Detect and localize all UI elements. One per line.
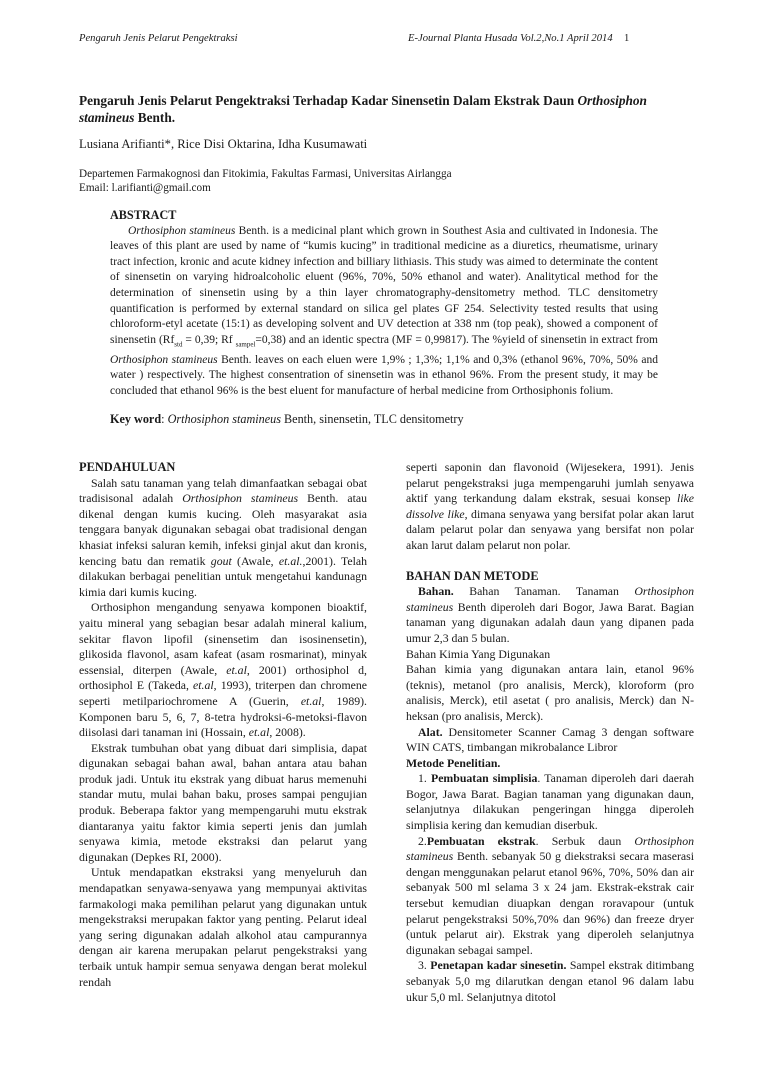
method-step-1 <box>406 771 694 833</box>
abstract-body <box>110 224 658 400</box>
metode-heading <box>406 756 694 772</box>
title-text: Pengaruh Jenis Pelarut Pengektraksi Terhadap Kadar Sinensetin Dalam Ekstrak Daun <box>79 93 578 108</box>
abstract-species: Orthosiphon stamineus <box>128 224 236 237</box>
text: , dimana senyawa yang bersifat polar akan larut dalam pelarut polar dan senyawa yang bersifat non polar akan larut dalam pelarut non polar. <box>406 506 694 552</box>
text: , 1993), triterpen dan chromene seperti metilpariochromene A (Guerin, <box>79 678 368 708</box>
intro-paragraph-2 <box>79 600 367 740</box>
affiliation: Departemen Farmakognosi dan Fitokimia, Fakultas Farmasi, Universitas Airlangga <box>79 168 452 180</box>
left-column <box>79 460 367 990</box>
et-al: et.al <box>300 693 322 708</box>
title-species: Orthosiphon stamineus <box>79 93 647 125</box>
species-name: Orthosiphon stamineus <box>406 833 694 864</box>
bahan-paragraph <box>406 584 694 646</box>
text: Benth diperoleh dari Bogor, Jawa Barat. Bagian tanaman yang digunakan adalah daun yang dipanen pada umur 2,3 dan 5 bulan. <box>406 599 694 645</box>
text: , 1989). Komponen baru 5, 6, 7, 8-tetra hydroksi-6-metoksi-flavon diisolasi dari tanaman ini (Hossain, <box>79 693 368 740</box>
paper-title <box>79 92 701 126</box>
right-column <box>406 460 694 1005</box>
subscript-sampel: sampel <box>235 340 256 349</box>
text: ,2001). Telah dilakukan berbagai penelitian untuk mengetahui kandunagn kimia dari kumis kucing. <box>79 553 368 599</box>
abstract-text-1: Benth. is a medicinal plant which grown in Southest Asia and cultivated in Indonesia. The leaves of this plant are used by name of “kumis kucing” in traditional medicine as a diuretics, rheumatisme, urinary tract infection, kronic and acute kidney infection and billiary lithiasis. This study was aimed to determinate the content of sinensetin on varying hidroalcoholic eluent (96%, 70%, 50% ethanol and water). Analitytical method for the determination of sinensetin using by a thin layer chromatography-densitometry method. TLC densitometry quantification is performed by external standard on silica gel plates GF 254. Selectivity tested results that using chloroform-etyl acetate (15:1) as developing solvent and UV detection at 338 nm (top peak), showed a component of sinensetin (Rf <box>110 224 658 346</box>
keywords: Key word: Orthosiphon stamineus Benth, sinensetin, TLC densitometry <box>110 412 464 427</box>
bold-label: Pembuatan ekstrak <box>426 833 536 848</box>
bold-label: Metode Penelitian. <box>406 755 501 770</box>
intro-paragraph-4: Untuk mendapatkan ekstraksi yang menyeluruh dan mendapatkan senyawa-senyawa yang mempunyai aktivitas farmakologi maka pemilihan pelarut yang digunakan untuk mengekstraksi merupakan faktor yang penting. Pelarut ideal yang sering digunakan adalah alkohol atau campurannya dengan air karena merupakan pelarut pengekstraksi yang terbaik untuk hampir semua senyawa dengan berat molekul rendah <box>79 865 367 989</box>
species-name: Orthosiphon stamineus <box>406 584 694 614</box>
keyword-list: Benth, sinensetin, TLC densitometry <box>280 412 464 427</box>
text: Sampel ekstrak ditimbang sebanyak 5,0 mg dilarutkan dengan etanol 96 dalam labu ukur 5,0 ml. Selanjutnya ditotol <box>406 958 695 1004</box>
et-al: et.al <box>193 678 214 693</box>
intro-paragraph-1 <box>79 476 367 601</box>
keyword-label: Key word <box>110 412 162 427</box>
step-number: 2. <box>418 833 427 848</box>
section-heading-intro: PENDAHULUAN <box>79 460 176 474</box>
alat-paragraph <box>406 725 694 756</box>
kimia-heading: Bahan Kimia Yang Digunakan <box>406 646 551 661</box>
section-heading-methods: BAHAN DAN METODE <box>406 568 539 583</box>
text: Benth. atau dikenal dengan kumis kucing. Oleh masyarakat asia tenggara banyak digunakan sebagai obat tradisional dengan khasiat infeksi saluran kemih, infeksi ginjal akut dan kronis, kencing batu dan rematik <box>79 491 367 568</box>
step-number: 3. <box>418 958 431 973</box>
text: , 2001) orthosiphol d, orthosiphol E (Takeda, <box>79 662 367 693</box>
method-step-3 <box>406 958 694 1005</box>
italic-term: like dissolve like <box>406 491 694 521</box>
step-number: 1. <box>418 771 431 786</box>
subscript-std: std <box>174 340 183 349</box>
text: (Awale, <box>231 553 279 568</box>
running-header <box>79 33 768 47</box>
text: Orthosiphon mengandung senyawa komponen bioaktif, yaitu mineral yang sebagian besar adalah mineral kalium, sekitar flavon lipofil (sinensetim dan isosinensetin), glikosida flavonol, asam kafeat (asam rosmarinat), minyak essensial, diterpen (Awale, <box>79 600 367 677</box>
method-step-2 <box>406 834 694 959</box>
email: Email: l.arifianti@gmail.com <box>79 182 211 194</box>
text: Densitometer Scanner Camag 3 dengan software WIN CATS, timbangan mikrobalance Libror <box>406 724 694 755</box>
et-al: et.al <box>248 725 270 740</box>
authors: Lusiana Arifianti*, Rice Disi Oktarina, Idha Kusumawati <box>79 137 368 151</box>
italic-term: gout <box>210 553 232 568</box>
keyword-species: Orthosiphon stamineus <box>167 412 281 427</box>
abstract-text-2: = 0,39; Rf <box>182 333 236 346</box>
text: Benth. sebanyak 50 g diekstraksi secara maserasi dengan menggunakan pelarut etanol 96%, 70%, 50% dan air sebanyak 500 ml selama 3 x 24 jam. Ekstrak-ekstrak cair tersebut kemudian diuapkan dengan roravapour (untuk pelarut pengekstraksi 50%,70% dan 96%) dan freeze dryer (untuk pelarut air). Ekstrak yang diperoleh selanjutnya digunakan sebagai sampel. <box>406 849 694 957</box>
title-tail: Benth. <box>134 110 176 125</box>
text: Bahan Tanaman. Tanaman <box>453 584 635 599</box>
abstract-text-3: =0,38) and an identic spectra (MF = 0,99817). The %yield of sinensetin in extract from <box>255 333 658 346</box>
text: seperti saponin dan flavonoid (Wijesekera, 1991). Jenis pelarut pengekstraksi juga mempengaruhi jumlah senyawa aktif yang terkandung dalam ekstrak, sesuai konsep <box>406 460 694 506</box>
text: . Tanaman diperoleh dari daerah Bogor, Jawa Barat. Bagian tanaman yang digunakan daun, selanjutnya dilakukan pengeringan hingga diperoleh simplisia kering dan kemudian diserbuk. <box>406 771 695 833</box>
abstract-heading: ABSTRACT <box>110 208 177 222</box>
bold-label: Alat. <box>418 724 443 739</box>
page-number: 1 <box>624 33 630 44</box>
text: Salah satu tanaman yang telah dimanfaatkan sebagai obat tradisisonal adalah <box>79 475 367 506</box>
header-short-title: Pengaruh Jenis Pelarut Pengektraksi <box>79 33 238 44</box>
text: . Serbuk daun <box>535 833 635 848</box>
abstract <box>110 208 658 428</box>
bold-label: Bahan. <box>418 584 454 599</box>
spacer <box>406 554 694 569</box>
intro-paragraph-5 <box>406 460 694 554</box>
bold-label: Penetapan kadar sinesetin. <box>430 958 567 973</box>
intro-paragraph-3: Ekstrak tumbuhan obat yang dibuat dari simplisia, dapat digunakan sebagai bahan awal, bahan antara atau bahan produk jadi. Untuk itu ekstrak yang dibuat harus memenuhi standar mutu, mulai bahan baku, proses sampai pengujian produk. Beberapa faktor yang mempengaruhi mutu ekstrak diantaranya yaitu faktor kimia seperti jenis dan jumlah senyawa kimia, metode ekstraksi dan pelarut yang digunakan (Depkes RI, 2000). <box>79 740 367 864</box>
bold-label: Pembuatan simplisia <box>430 771 538 786</box>
abstract-text-4: Benth. leaves on each eluen were 1,9% ; 1,3%; 1,1% and 0,3% (ethanol 96%, 70%, 50% and water ) respectively. The highest consentration of sinensetin was in ethanol 96%. From the present study, it may be concluded that ethanol 96% is the best eluent for manufacture of herbal medicine from Orthosiphonis folium. <box>110 353 658 397</box>
affiliation-block <box>79 167 452 195</box>
species-name: Orthosiphon stamineus <box>182 491 299 506</box>
et-al: et.al <box>226 662 247 677</box>
et-al: et.al. <box>278 553 303 568</box>
abstract-species-2: Orthosiphon stamineus <box>110 353 218 366</box>
text: , 2008). <box>269 725 306 740</box>
kimia-paragraph: Bahan kimia yang digunakan antara lain, etanol 96% (teknis), metanol (pro analisis, Merck), kloroform (pro analisis, Merck), etil asetat ( pro analisis, Merck) dan N-heksan (pro analisis, Merck). <box>406 662 694 723</box>
header-journal: E-Journal Planta Husada Vol.2,No.1 April 2014 <box>408 33 613 44</box>
